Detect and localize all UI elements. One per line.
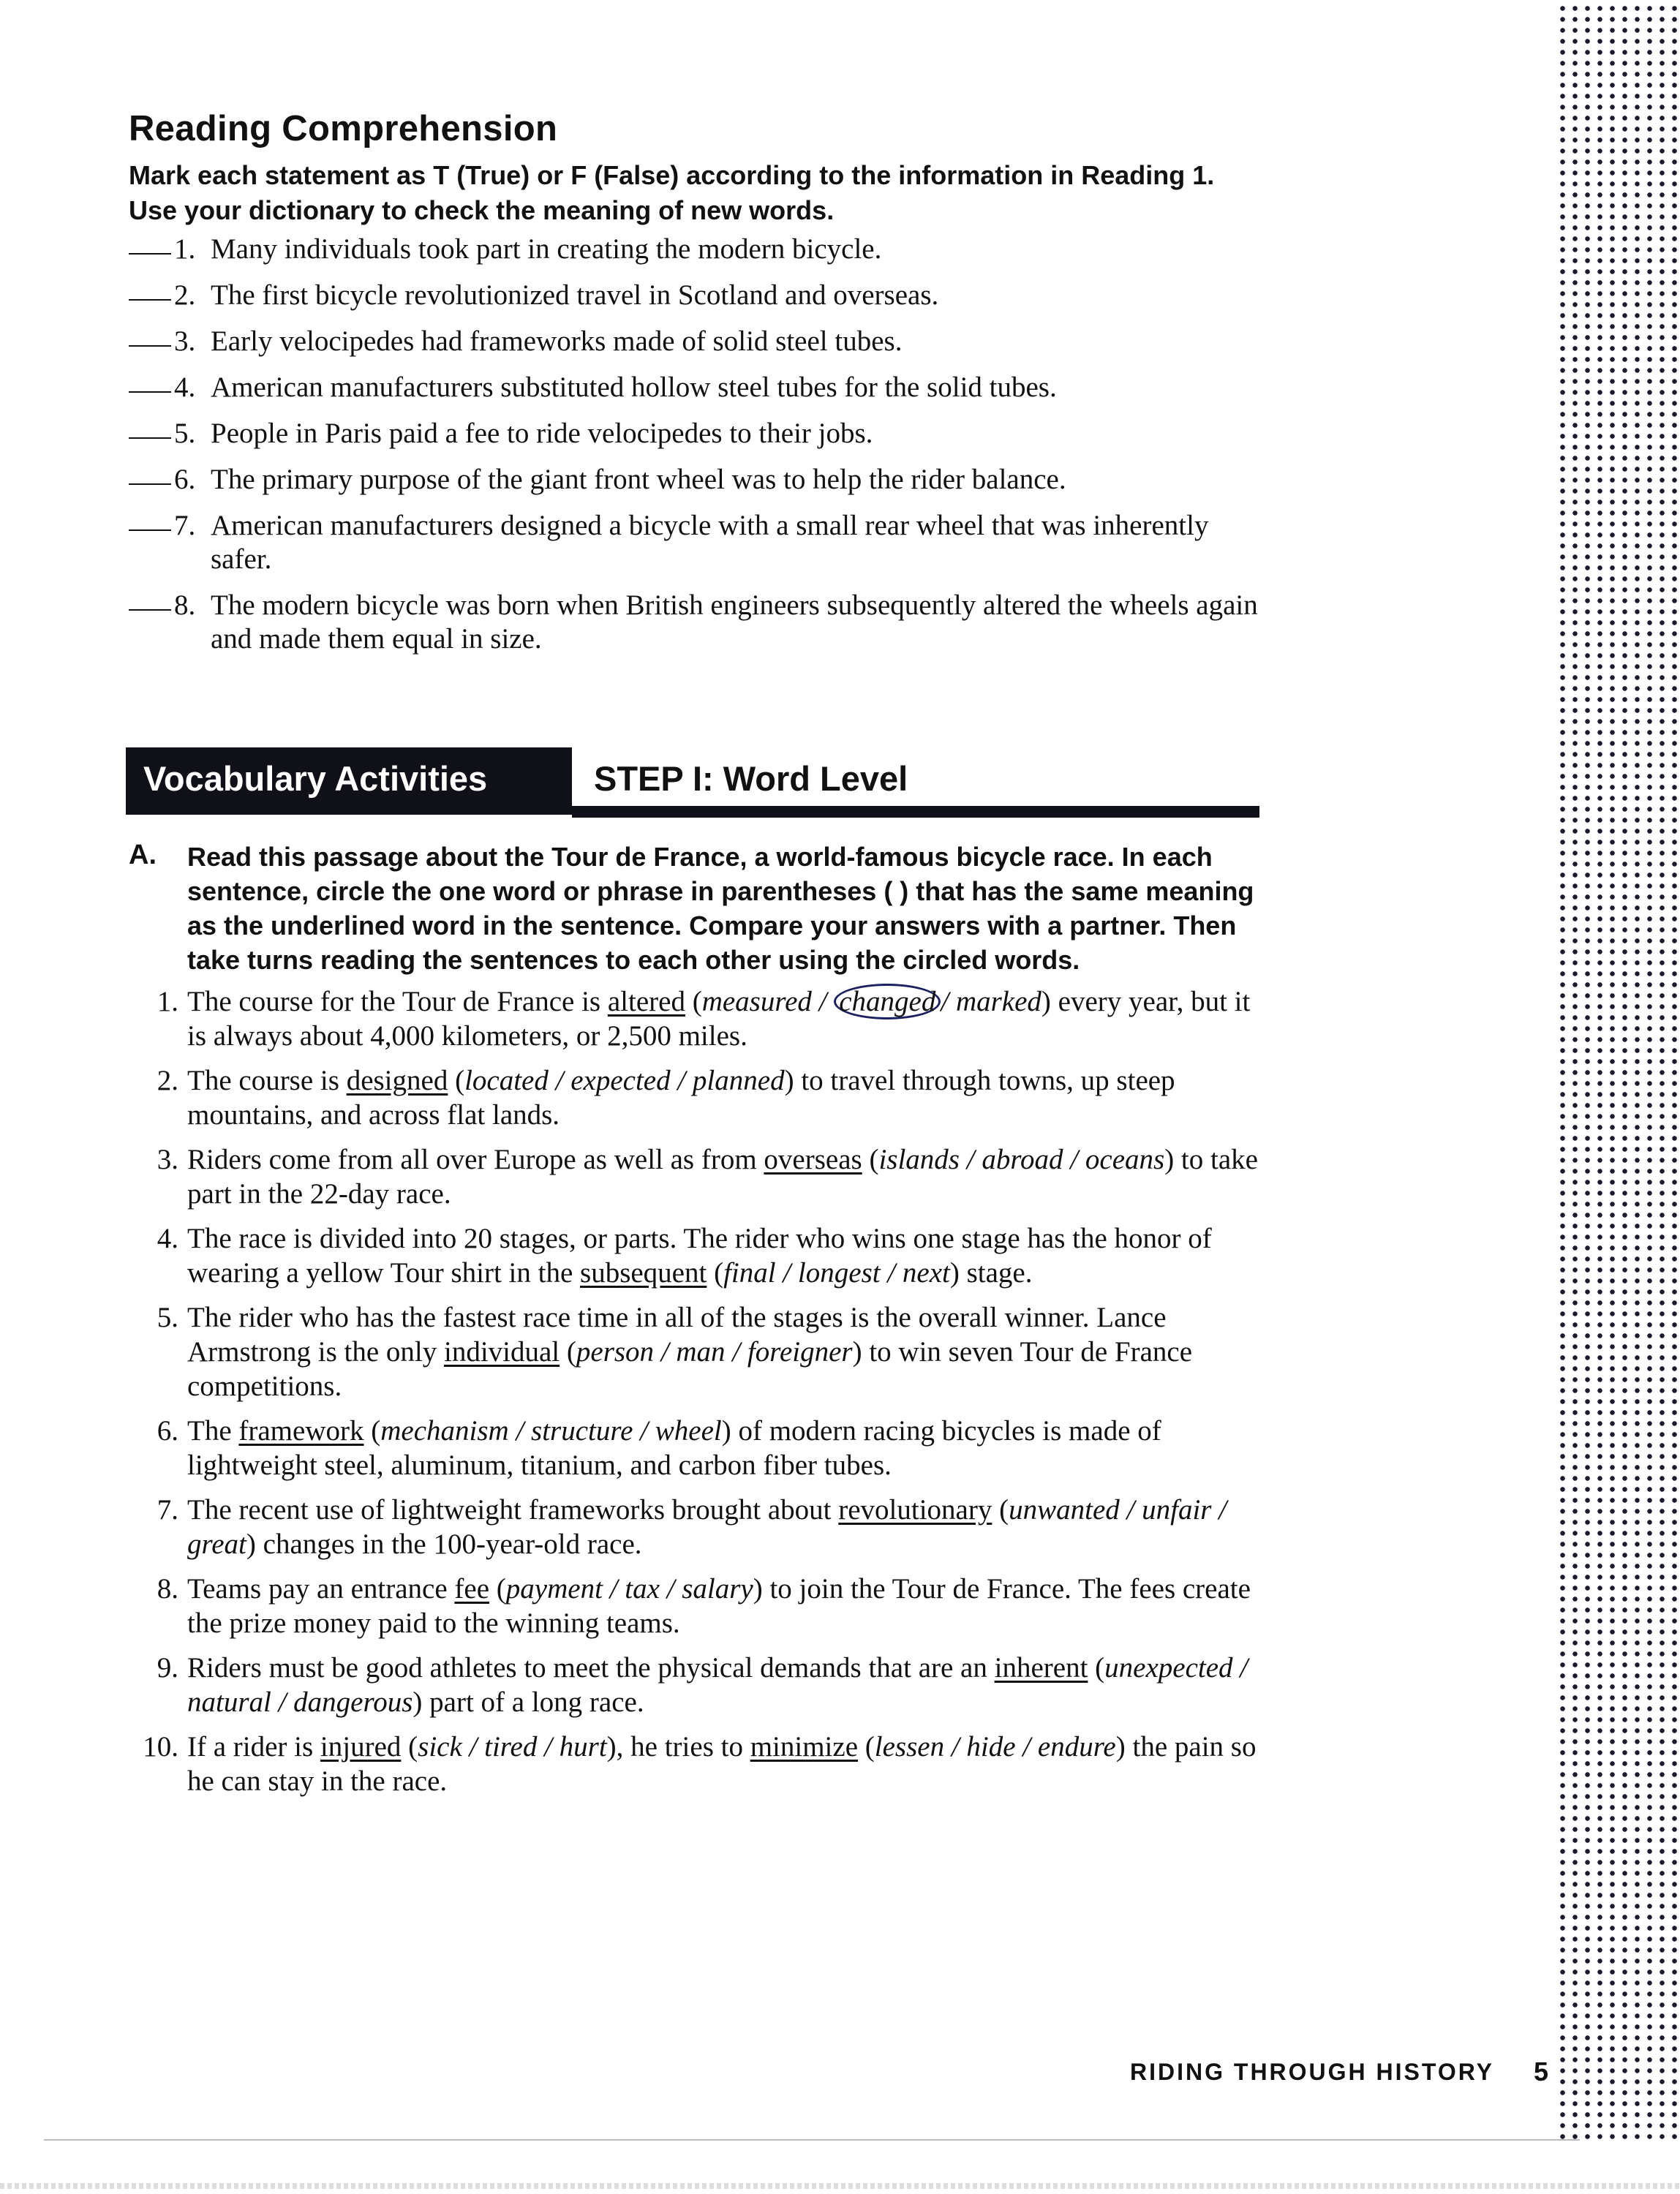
text-run: ( xyxy=(489,1573,506,1605)
item-number: 5. xyxy=(174,418,196,449)
tf-item xyxy=(129,233,1270,266)
underlined-word: revolutionary xyxy=(838,1494,992,1526)
text-run: ) part of a long race. xyxy=(413,1686,644,1718)
question-text xyxy=(187,1651,1270,1719)
header-rule xyxy=(572,806,1259,818)
underlined-word: overseas xyxy=(764,1144,862,1175)
question-number: 4. xyxy=(157,1223,178,1254)
activity-a xyxy=(129,840,1270,1809)
text-run: ( xyxy=(1088,1652,1105,1684)
underlined-word: designed xyxy=(346,1065,448,1096)
answer-blank[interactable] xyxy=(129,509,171,531)
question-item xyxy=(129,1493,1270,1561)
item-number: 3. xyxy=(174,325,196,357)
question-text xyxy=(187,1730,1270,1798)
question-item xyxy=(129,984,1270,1053)
item-text: The modern bicycle was born when British engineers subsequently altered the wheels again and made them equal in size. xyxy=(211,589,1258,655)
scan-edge xyxy=(0,2183,1680,2189)
answer-blank[interactable] xyxy=(129,589,171,611)
item-number: 6. xyxy=(174,464,196,495)
answer-blank[interactable] xyxy=(129,463,171,485)
step-title: STEP I: Word Level xyxy=(594,759,908,798)
answer-options[interactable]: final / longest / next xyxy=(723,1257,950,1289)
tf-item xyxy=(129,371,1270,404)
text-run: ) stage. xyxy=(949,1257,1033,1289)
tf-item xyxy=(129,463,1270,497)
text-run: The rider who has the fastest race time in all of the stages is the overall winner. Lance Armstrong is the only xyxy=(187,1302,1167,1368)
question-text xyxy=(187,1142,1270,1211)
question-text xyxy=(187,1414,1270,1482)
answer-options[interactable]: lessen / hide / endure xyxy=(874,1731,1116,1763)
question-text xyxy=(187,984,1270,1053)
question-number: 2. xyxy=(157,1065,178,1096)
question-number: 7. xyxy=(157,1494,178,1526)
answer-options[interactable]: located / expected / planned xyxy=(464,1065,785,1096)
item-text: People in Paris paid a fee to ride velocipedes to their jobs. xyxy=(211,418,873,449)
text-run: If a rider is xyxy=(187,1731,320,1763)
text-run: ) every year, but it is always about 4,000 kilometers, or 2,500 miles. xyxy=(187,986,1251,1052)
underlined-word: altered xyxy=(607,986,685,1017)
answer-blank[interactable] xyxy=(129,417,171,439)
question-item xyxy=(129,1142,1270,1211)
underlined-word: framework xyxy=(238,1415,364,1447)
question-text xyxy=(187,1221,1270,1290)
question-item xyxy=(129,1730,1270,1798)
underlined-word: individual xyxy=(443,1336,560,1368)
answer-options[interactable]: payment / tax / salary xyxy=(505,1573,753,1605)
dot-pattern-margin xyxy=(1556,0,1680,2143)
text-run: The recent use of lightweight frameworks brought about xyxy=(187,1494,839,1526)
question-item xyxy=(129,1300,1270,1403)
item-number: 1. xyxy=(174,233,196,265)
tf-item xyxy=(129,325,1270,358)
underlined-word: inherent xyxy=(994,1652,1088,1684)
activity-instructions: Read this passage about the Tour de France, a world-famous bicycle race. In each sentence, circle the one word or phrase in parentheses ( ) that has the same meaning as the underlined word in the sentence. Compare your answers with a partner. Then take turns reading the sentences to each other using the circled words. xyxy=(187,842,1254,975)
text-run: ( xyxy=(858,1731,875,1763)
instructions: Mark each statement as T (True) or F (False) according to the information in Reading 1. Use your dictionary to check the meaning of new words. xyxy=(129,160,1215,225)
question-item xyxy=(129,1414,1270,1482)
answer-blank[interactable] xyxy=(129,371,171,393)
text-run: ( xyxy=(992,1494,1009,1526)
text-run: ) of modern racing bicycles is made of lightweight steel, aluminum, titanium, and carbon fiber tubes. xyxy=(187,1415,1161,1481)
underlined-word: subsequent xyxy=(580,1257,707,1289)
text-run: ) changes in the 100-year-old race. xyxy=(246,1528,642,1560)
text-run: The course is xyxy=(187,1065,347,1096)
text-run: The course for the Tour de France is xyxy=(187,986,608,1017)
item-number: 2. xyxy=(174,279,196,311)
text-run: Riders come from all over Europe as well as from xyxy=(187,1144,764,1175)
reading-comprehension-section xyxy=(129,108,1270,668)
text-run: Riders must be good athletes to meet the physical demands that are an xyxy=(187,1652,995,1684)
text-run: ) to travel through towns, up steep mountains, and across flat lands. xyxy=(187,1065,1175,1131)
page-number: 5 xyxy=(1534,2057,1549,2086)
question-number: 5. xyxy=(157,1302,178,1333)
section-title: Reading Comprehension xyxy=(129,109,558,148)
answer-blank[interactable] xyxy=(129,233,171,255)
text-run: ), he tries to xyxy=(606,1731,750,1763)
tf-item xyxy=(129,417,1270,451)
tf-item xyxy=(129,279,1270,312)
true-false-list xyxy=(129,233,1270,656)
answer-options[interactable]: person / man / foreigner xyxy=(576,1336,853,1368)
text-run: ) to win seven Tour de France competitions. xyxy=(187,1336,1193,1402)
text-run: ) to join the Tour de France. The fees create the prize money paid to the winning teams. xyxy=(187,1573,1251,1639)
tf-item xyxy=(129,589,1270,656)
underlined-word: minimize xyxy=(750,1731,859,1763)
text-run: ( xyxy=(707,1257,724,1289)
section-banner: Vocabulary Activities xyxy=(126,747,572,815)
text-run: ( xyxy=(560,1336,576,1368)
question-item xyxy=(129,1572,1270,1640)
question-item xyxy=(129,1063,1270,1132)
item-text: The primary purpose of the giant front wheel was to help the rider balance. xyxy=(211,464,1066,495)
text-run: The race is divided into 20 stages, or parts. The rider who wins one stage has the honor of wearing a yellow Tour shirt in the xyxy=(187,1223,1212,1289)
item-text: American manufacturers substituted hollow steel tubes for the solid tubes. xyxy=(211,372,1057,403)
question-number: 1. xyxy=(157,986,178,1017)
running-title: RIDING THROUGH HISTORY xyxy=(1130,2059,1495,2085)
question-number: 10. xyxy=(143,1731,178,1763)
answer-blank[interactable] xyxy=(129,325,171,347)
text-run: ( xyxy=(364,1415,381,1447)
question-text xyxy=(187,1572,1270,1640)
question-list xyxy=(129,984,1270,1798)
item-text: American manufacturers designed a bicycle with a small rear wheel that was inherently safer. xyxy=(211,510,1209,575)
answer-options[interactable]: measured / xyxy=(701,986,835,1017)
item-number: 8. xyxy=(174,589,196,621)
question-item xyxy=(129,1651,1270,1719)
underlined-word: injured xyxy=(320,1731,402,1763)
item-number: 4. xyxy=(174,372,196,403)
vocabulary-activities-header xyxy=(126,747,1259,815)
footer-rule xyxy=(44,2139,1580,2141)
text-run: ( xyxy=(401,1731,418,1763)
question-number: 6. xyxy=(157,1415,178,1447)
answer-options[interactable]: / marked xyxy=(941,986,1041,1017)
question-text xyxy=(187,1493,1270,1561)
question-number: 8. xyxy=(157,1573,178,1605)
question-number: 9. xyxy=(157,1652,178,1684)
question-text xyxy=(187,1063,1270,1132)
answer-options[interactable]: unexpected / natural / dangerous xyxy=(187,1652,1248,1718)
item-text: Many individuals took part in creating the modern bicycle. xyxy=(211,233,882,265)
item-number: 7. xyxy=(174,510,196,541)
answer-options[interactable]: mechanism / structure / wheel xyxy=(380,1415,722,1447)
text-run: ( xyxy=(448,1065,465,1096)
answer-options[interactable]: islands / abroad / oceans xyxy=(878,1144,1165,1175)
item-text: Early velocipedes had frameworks made of solid steel tubes. xyxy=(211,325,903,357)
answer-options[interactable]: sick / tired / hurt xyxy=(418,1731,607,1763)
text-run: ( xyxy=(685,986,702,1017)
tf-item xyxy=(129,509,1270,576)
circled-answer[interactable]: changed xyxy=(834,984,941,1019)
answer-options[interactable]: unwanted / unfair / great xyxy=(187,1494,1227,1560)
activity-label: A. xyxy=(129,840,157,870)
text-run: ( xyxy=(862,1144,879,1175)
text-run: ) to take part in the 22-day race. xyxy=(187,1144,1258,1210)
item-text: The first bicycle revolutionized travel in Scotland and overseas. xyxy=(211,279,939,311)
answer-blank[interactable] xyxy=(129,279,171,301)
text-run: The xyxy=(187,1415,239,1447)
question-item xyxy=(129,1221,1270,1290)
text-run: ) the pain so he can stay in the race. xyxy=(187,1731,1257,1797)
underlined-word: fee xyxy=(454,1573,490,1605)
question-text xyxy=(187,1300,1270,1403)
question-number: 3. xyxy=(157,1144,178,1175)
text-run: Teams pay an entrance xyxy=(187,1573,455,1605)
